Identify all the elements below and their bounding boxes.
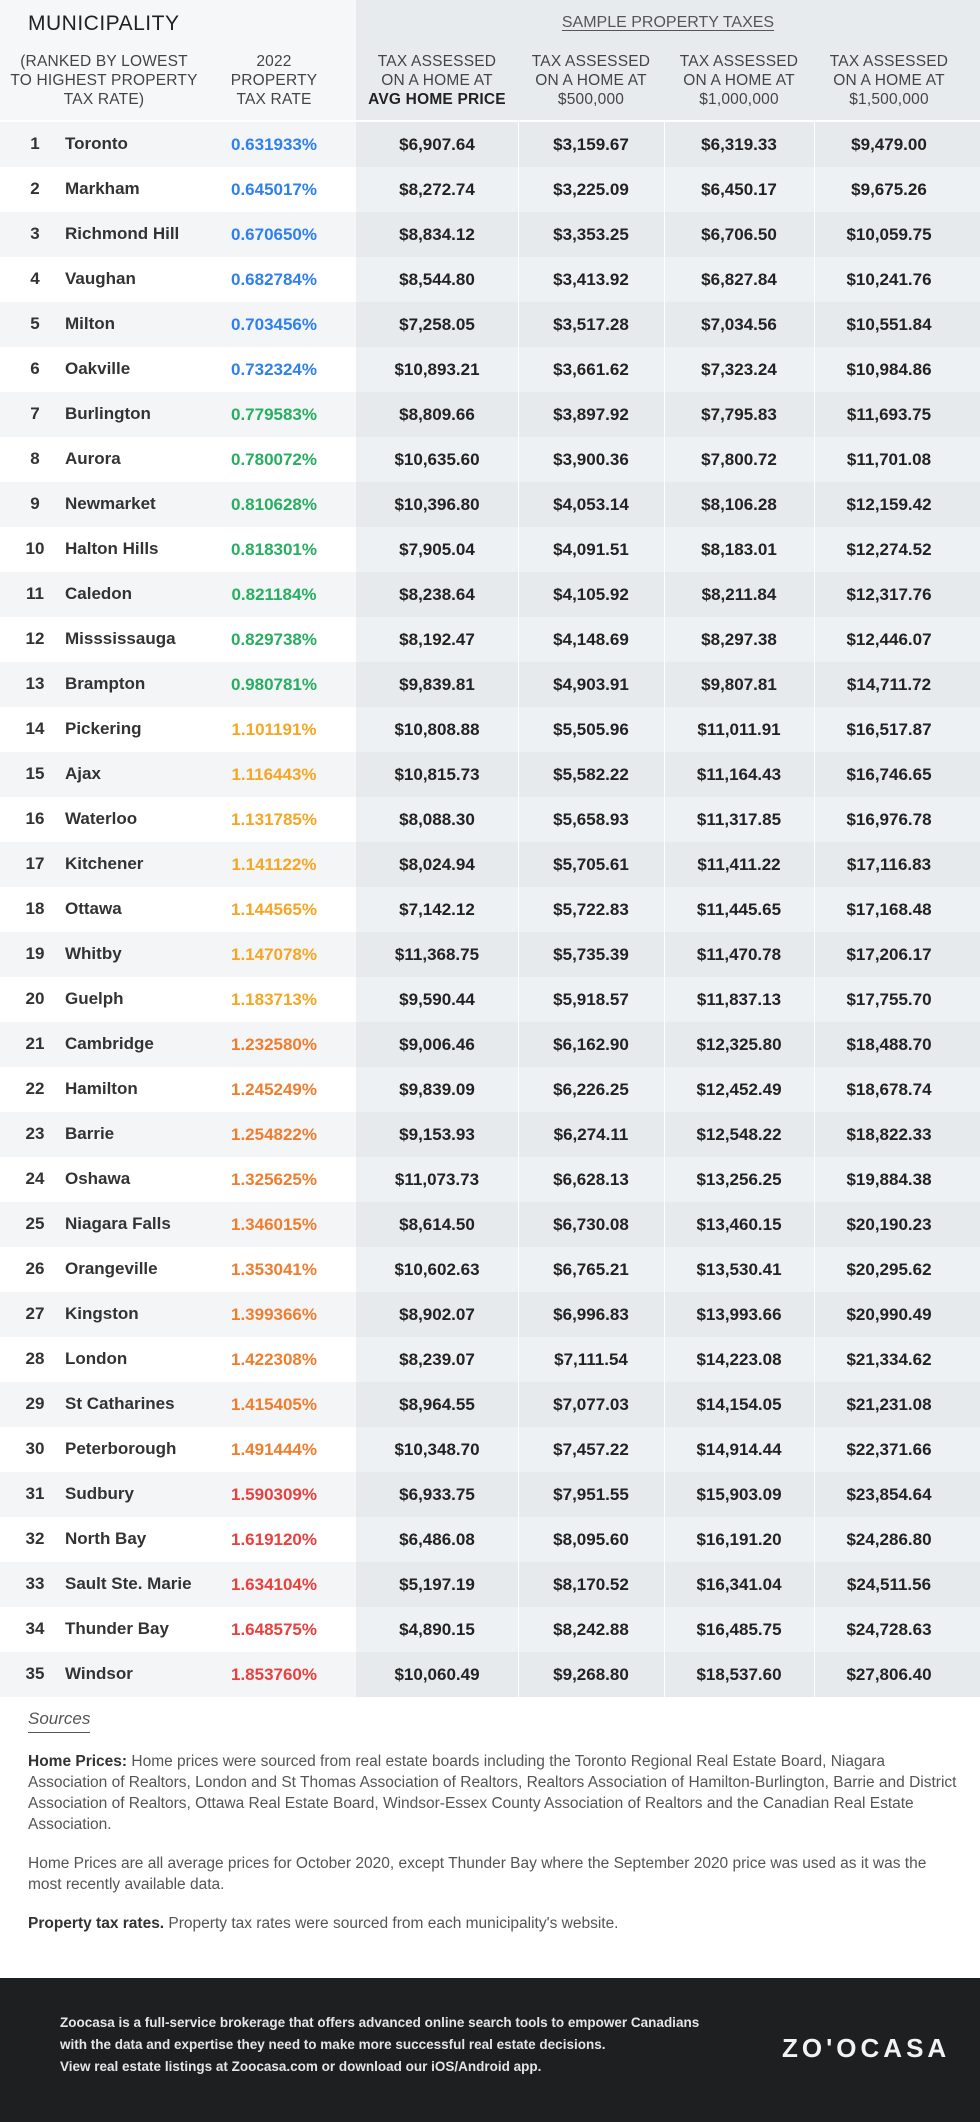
tax-1-5m-cell: $9,675.26	[851, 180, 927, 199]
rank-number: 27	[25, 1304, 45, 1323]
tax-avg-price-cell: $6,933.75	[399, 1485, 475, 1504]
table-row	[0, 1472, 980, 1517]
tax-avg-price-cell: $6,486.08	[399, 1530, 475, 1549]
tax-500k-cell: $7,077.03	[553, 1395, 629, 1414]
tax-500k-cell: $5,735.39	[553, 945, 629, 964]
tax-1-5m-cell: $24,511.56	[846, 1575, 932, 1594]
table-row	[0, 797, 980, 842]
tax-1m-cell: $15,903.09	[696, 1485, 782, 1504]
table-row	[0, 167, 980, 212]
tax-avg-price-cell: $8,809.66	[399, 405, 475, 424]
tax-500k-cell: $3,517.28	[553, 315, 629, 334]
tax-1-5m-cell: $21,334.62	[846, 1350, 932, 1369]
tax-1m-cell: $11,445.65	[696, 900, 782, 919]
tax-500k-cell: $5,505.96	[553, 720, 629, 739]
rank-number: 35	[25, 1664, 45, 1683]
tax-rate-cell: 0.703456%	[230, 315, 318, 334]
tax-1m-cell: $11,411.22	[697, 855, 781, 874]
footer-description: Zoocasa is a full-service brokerage that offers advanced online search tools to empower Canadians with the data and expertise they need to make more successful real estate decisions. View real estate listings at Zoocasa.com or download our iOS/Android app.	[60, 2015, 700, 2074]
tax-avg-price-cell: $8,544.80	[399, 270, 475, 289]
tax-rate-cell: 1.144565%	[230, 900, 318, 919]
municipality-name: Sudbury	[65, 1484, 134, 1503]
municipality-name: Peterborough	[65, 1439, 177, 1458]
rank-number: 10	[25, 539, 45, 558]
municipality-name: Oshawa	[65, 1169, 131, 1188]
tax-1m-cell: $16,341.04	[696, 1575, 782, 1594]
tax-avg-price-cell: $7,142.12	[399, 900, 475, 919]
tax-1-5m-cell: $12,317.76	[846, 585, 932, 604]
tax-1-5m-cell: $16,517.87	[846, 720, 932, 739]
tax-1m-cell: $14,914.44	[696, 1440, 782, 1459]
tax-500k-cell: $4,091.51	[553, 540, 629, 559]
tax-1m-cell: $8,183.01	[701, 540, 777, 559]
municipality-name: Markham	[65, 179, 140, 198]
tax-1m-cell: $11,317.85	[696, 810, 782, 829]
rank-number: 5	[30, 314, 40, 333]
tax-avg-price-cell: $8,614.50	[399, 1215, 475, 1234]
municipality-name: London	[65, 1349, 128, 1368]
rank-number: 19	[25, 944, 45, 963]
rank-number: 32	[25, 1529, 45, 1548]
tax-avg-price-cell: $6,907.64	[399, 135, 475, 154]
header-rank-note: (RANKED BY LOWEST TO HIGHEST PROPERTY TAX RATE)	[10, 53, 198, 108]
tax-1m-cell: $7,800.72	[701, 450, 777, 469]
municipality-name: Brampton	[65, 674, 146, 693]
tax-1m-cell: $12,325.80	[696, 1035, 782, 1054]
tax-500k-cell: $7,951.55	[553, 1485, 629, 1504]
tax-1-5m-cell: $10,241.76	[846, 270, 932, 289]
table-row	[0, 1427, 980, 1472]
tax-avg-price-cell: $9,153.93	[399, 1125, 475, 1144]
tax-avg-price-cell: $8,239.07	[399, 1350, 475, 1369]
municipality-name: Toronto	[65, 134, 128, 153]
tax-500k-cell: $8,095.60	[553, 1530, 629, 1549]
municipality-name: Ajax	[65, 764, 101, 783]
table-row	[0, 932, 980, 977]
tax-500k-cell: $3,661.62	[553, 360, 629, 379]
tax-1-5m-cell: $10,059.75	[846, 225, 932, 244]
tax-rate-cell: 0.829738%	[230, 630, 318, 649]
tax-500k-cell: $8,242.88	[553, 1620, 629, 1639]
footer	[0, 1978, 980, 2122]
tax-500k-cell: $5,582.22	[553, 765, 629, 784]
rank-number: 30	[25, 1439, 45, 1458]
tax-500k-cell: $6,730.08	[553, 1215, 629, 1234]
tax-500k-cell: $3,353.25	[553, 225, 629, 244]
tax-1m-cell: $6,706.50	[701, 225, 777, 244]
municipality-name: Waterloo	[65, 809, 138, 828]
header-1m: TAX ASSESSED ON A HOME AT $1,000,000	[679, 53, 799, 108]
municipality-name: Hamilton	[65, 1079, 138, 1098]
tax-500k-cell: $5,918.57	[553, 990, 629, 1009]
tax-1m-cell: $12,548.22	[696, 1125, 782, 1144]
tax-1-5m-cell: $20,990.49	[846, 1305, 932, 1324]
tax-1m-cell: $8,106.28	[701, 495, 777, 514]
tax-1-5m-cell: $18,822.33	[846, 1125, 932, 1144]
tax-1m-cell: $8,297.38	[701, 630, 777, 649]
tax-rate-cell: 1.619120%	[230, 1530, 318, 1549]
table-row	[0, 257, 980, 302]
tax-1-5m-cell: $18,488.70	[846, 1035, 932, 1054]
municipality-name: Windsor	[65, 1664, 133, 1683]
tax-avg-price-cell: $10,635.60	[394, 450, 480, 469]
tax-500k-cell: $5,658.93	[553, 810, 629, 829]
rank-number: 21	[25, 1034, 45, 1053]
tax-rate-cell: 1.648575%	[230, 1620, 318, 1639]
table-row	[0, 1292, 980, 1337]
municipality-name: Burlington	[65, 404, 151, 423]
tax-1m-cell: $11,011.91	[697, 720, 781, 739]
tax-1-5m-cell: $27,806.40	[846, 1665, 932, 1684]
sources-tax-rates: Property tax rates. Property tax rates were sourced from each municipality's website.	[28, 1915, 619, 1932]
municipality-name: Whitby	[65, 944, 122, 963]
municipality-name: Orangeville	[65, 1259, 158, 1278]
municipality-name: Halton Hills	[65, 539, 159, 558]
table-row	[0, 842, 980, 887]
table-row	[0, 122, 980, 167]
tax-rate-cell: 0.631933%	[230, 135, 318, 154]
tax-1-5m-cell: $17,116.83	[846, 855, 932, 874]
tax-1m-cell: $6,450.17	[701, 180, 777, 199]
rank-number: 24	[25, 1169, 45, 1188]
table-row	[0, 1382, 980, 1427]
municipality-name: Barrie	[65, 1124, 115, 1143]
tax-500k-cell: $3,900.36	[553, 450, 629, 469]
sources-avg-note: Home Prices are all average prices for October 2020, except Thunder Bay where the September 2020 price was used as it was the most recently available data.	[28, 1855, 927, 1893]
tax-avg-price-cell: $8,272.74	[399, 180, 475, 199]
tax-rate-cell: 1.101191%	[231, 720, 317, 739]
rank-number: 6	[30, 359, 40, 378]
table-row	[0, 1157, 980, 1202]
rank-number: 22	[25, 1079, 45, 1098]
tax-rate-cell: 1.232580%	[230, 1035, 318, 1054]
tax-avg-price-cell: $8,238.64	[399, 585, 475, 604]
tax-1-5m-cell: $10,551.84	[846, 315, 932, 334]
tax-500k-cell: $6,226.25	[553, 1080, 629, 1099]
rank-number: 3	[30, 224, 40, 243]
rank-number: 16	[25, 809, 45, 828]
rank-number: 11	[26, 584, 44, 603]
tax-avg-price-cell: $9,006.46	[399, 1035, 475, 1054]
tax-avg-price-cell: $8,088.30	[399, 810, 475, 829]
zoocasa-logo: ZO'OCASA	[782, 2033, 951, 2063]
municipality-name: Caledon	[65, 584, 133, 603]
tax-1-5m-cell: $18,678.74	[846, 1080, 932, 1099]
tax-avg-price-cell: $5,197.19	[399, 1575, 475, 1594]
tax-avg-price-cell: $8,964.55	[399, 1395, 475, 1414]
tax-rate-cell: 1.415405%	[230, 1395, 318, 1414]
municipality-name: Thunder Bay	[65, 1619, 169, 1638]
tax-1-5m-cell: $11,701.08	[846, 450, 932, 469]
municipality-name: Milton	[65, 314, 116, 333]
table-row	[0, 752, 980, 797]
municipality-name: Aurora	[65, 449, 121, 468]
rank-number: 2	[30, 179, 40, 198]
municipality-name: Guelph	[65, 989, 124, 1008]
rank-number: 28	[25, 1349, 45, 1368]
tax-1-5m-cell: $24,286.80	[846, 1530, 932, 1549]
table-row	[0, 1112, 980, 1157]
rank-number: 14	[25, 719, 45, 738]
tax-1-5m-cell: $24,728.63	[846, 1620, 932, 1639]
tax-rate-cell: 1.399366%	[230, 1305, 318, 1324]
tax-avg-price-cell: $8,192.47	[399, 630, 475, 649]
rank-number: 13	[25, 674, 45, 693]
tax-1-5m-cell: $12,274.52	[846, 540, 932, 559]
tax-1-5m-cell: $11,693.75	[846, 405, 932, 424]
tax-avg-price-cell: $8,902.07	[399, 1305, 475, 1324]
tax-1-5m-cell: $12,446.07	[846, 630, 932, 649]
municipality-name: Oakville	[65, 359, 131, 378]
tax-1-5m-cell: $16,746.65	[846, 765, 932, 784]
tax-rate-cell: 1.116443%	[231, 765, 317, 784]
tax-1m-cell: $7,795.83	[701, 405, 777, 424]
tax-1m-cell: $16,485.75	[696, 1620, 782, 1639]
municipality-name: St Catharines	[65, 1394, 175, 1413]
tax-1m-cell: $6,319.33	[701, 135, 777, 154]
table-row	[0, 887, 980, 932]
rank-number: 1	[30, 134, 40, 153]
tax-1m-cell: $13,993.66	[696, 1305, 782, 1324]
sources-home-prices: Home Prices: Home prices were sourced from real estate boards including the Toronto Regional Real Estate Board, Niagara Association of Realtors, London and St Thomas Association of Realtors, Realtors Association of Hamilton-Burlington, Barrie and District Association of Realtors, Ottawa Real Estate Board, Windsor-Essex County Association of Realtors and the Canadian Real Estate Association.	[28, 1753, 957, 1833]
rank-number: 34	[25, 1619, 45, 1638]
tax-1m-cell: $13,460.15	[696, 1215, 782, 1234]
rank-number: 25	[25, 1214, 45, 1233]
header-tax-rate: 2022 PROPERTY TAX RATE	[230, 53, 318, 108]
tax-1m-cell: $14,154.05	[696, 1395, 782, 1414]
tax-avg-price-cell: $8,024.94	[399, 855, 475, 874]
table-row	[0, 482, 980, 527]
tax-1m-cell: $6,827.84	[701, 270, 777, 289]
tax-1m-cell: $11,837.13	[696, 990, 782, 1009]
tax-1-5m-cell: $17,206.17	[846, 945, 932, 964]
municipality-name: Kingston	[65, 1304, 139, 1323]
tax-rate-cell: 0.682784%	[230, 270, 318, 289]
property-tax-table	[0, 122, 980, 1697]
tax-rate-cell: 1.422308%	[230, 1350, 318, 1369]
municipality-name: Niagara Falls	[65, 1214, 171, 1233]
tax-avg-price-cell: $9,839.09	[399, 1080, 475, 1099]
table-row	[0, 302, 980, 347]
table-row	[0, 1607, 980, 1652]
tax-rate-cell: 1.131785%	[230, 810, 318, 829]
tax-500k-cell: $4,903.91	[553, 675, 629, 694]
tax-rate-cell: 0.821184%	[231, 585, 317, 604]
tax-1m-cell: $11,470.78	[696, 945, 782, 964]
tax-1m-cell: $12,452.49	[696, 1080, 782, 1099]
table-row	[0, 212, 980, 257]
tax-avg-price-cell: $7,258.05	[399, 315, 475, 334]
rank-number: 9	[30, 494, 40, 513]
table-row	[0, 1337, 980, 1382]
tax-500k-cell: $4,148.69	[553, 630, 629, 649]
tax-1-5m-cell: $22,371.66	[846, 1440, 932, 1459]
tax-500k-cell: $5,722.83	[553, 900, 629, 919]
table-row	[0, 1247, 980, 1292]
tax-500k-cell: $3,897.92	[553, 405, 629, 424]
tax-1m-cell: $13,530.41	[696, 1260, 782, 1279]
tax-rate-cell: 0.980781%	[230, 675, 318, 694]
tax-avg-price-cell: $10,815.73	[394, 765, 480, 784]
tax-500k-cell: $6,274.11	[553, 1125, 629, 1144]
tax-rate-cell: 1.245249%	[230, 1080, 318, 1099]
tax-avg-price-cell: $8,834.12	[399, 225, 475, 244]
municipality-name: Ottawa	[65, 899, 122, 918]
tax-1-5m-cell: $23,854.64	[846, 1485, 932, 1504]
tax-rate-cell: 1.634104%	[230, 1575, 318, 1594]
tax-avg-price-cell: $9,590.44	[399, 990, 475, 1009]
table-row	[0, 437, 980, 482]
tax-avg-price-cell: $10,060.49	[394, 1665, 480, 1684]
tax-1-5m-cell: $14,711.72	[846, 675, 932, 694]
rank-number: 29	[25, 1394, 45, 1413]
rank-number: 31	[25, 1484, 45, 1503]
tax-avg-price-cell: $11,073.73	[394, 1170, 480, 1189]
tax-500k-cell: $3,225.09	[553, 180, 629, 199]
tax-avg-price-cell: $11,368.75	[394, 945, 480, 964]
table-row	[0, 527, 980, 572]
rank-number: 20	[25, 989, 45, 1008]
tax-1-5m-cell: $17,755.70	[846, 990, 932, 1009]
municipality-name: Newmarket	[65, 494, 156, 513]
rank-number: 26	[25, 1259, 45, 1278]
tax-rate-cell: 1.147078%	[230, 945, 318, 964]
tax-500k-cell: $8,170.52	[553, 1575, 629, 1594]
tax-1-5m-cell: $16,976.78	[846, 810, 932, 829]
tax-avg-price-cell: $10,348.70	[394, 1440, 480, 1459]
municipality-name: Kitchener	[65, 854, 144, 873]
municipality-name: Pickering	[65, 719, 142, 738]
tax-rate-cell: 1.254822%	[230, 1125, 318, 1144]
tax-1-5m-cell: $12,159.42	[846, 495, 932, 514]
tax-500k-cell: $6,162.90	[553, 1035, 629, 1054]
table-row	[0, 347, 980, 392]
tax-1m-cell: $9,807.81	[701, 675, 777, 694]
tax-500k-cell: $4,105.92	[553, 585, 629, 604]
rank-number: 4	[30, 269, 40, 288]
tax-1-5m-cell: $19,884.38	[846, 1170, 932, 1189]
tax-1-5m-cell: $20,190.23	[846, 1215, 932, 1234]
tax-rate-cell: 1.353041%	[230, 1260, 318, 1279]
table-header	[0, 0, 980, 120]
tax-rate-cell: 1.141122%	[231, 855, 317, 874]
table-row	[0, 1202, 980, 1247]
tax-500k-cell: $5,705.61	[553, 855, 629, 874]
rank-number: 15	[25, 764, 45, 783]
rank-number: 33	[25, 1574, 45, 1593]
municipality-name: Sault Ste. Marie	[65, 1574, 192, 1593]
sample-taxes-title: SAMPLE PROPERTY TAXES	[561, 14, 775, 31]
municipality-name: North Bay	[65, 1529, 147, 1548]
rank-number: 12	[25, 629, 45, 648]
table-row	[0, 1562, 980, 1607]
table-row	[0, 707, 980, 752]
tax-rate-cell: 1.183713%	[230, 990, 318, 1009]
tax-avg-price-cell: $10,396.80	[394, 495, 480, 514]
sources-section	[28, 1708, 960, 1952]
tax-1m-cell: $18,537.60	[696, 1665, 782, 1684]
tax-rate-cell: 1.590309%	[230, 1485, 318, 1504]
table-row	[0, 617, 980, 662]
header-1-5m: TAX ASSESSED ON A HOME AT $1,500,000	[829, 53, 949, 108]
sources-heading: Sources	[28, 1708, 90, 1733]
tax-1-5m-cell: $20,295.62	[846, 1260, 932, 1279]
tax-rate-cell: 0.732324%	[230, 360, 318, 379]
tax-1m-cell: $8,211.84	[701, 585, 777, 604]
rank-number: 8	[30, 449, 40, 468]
header-500k: TAX ASSESSED ON A HOME AT $500,000	[531, 53, 651, 108]
tax-avg-price-cell: $10,893.21	[394, 360, 480, 379]
tax-avg-price-cell: $9,839.81	[399, 675, 475, 694]
table-row	[0, 1067, 980, 1112]
tax-avg-price-cell: $7,905.04	[399, 540, 475, 559]
table-row	[0, 572, 980, 617]
table-row	[0, 662, 980, 707]
tax-rate-cell: 1.491444%	[230, 1440, 318, 1459]
tax-500k-cell: $9,268.80	[553, 1665, 629, 1684]
tax-rate-cell: 0.645017%	[230, 180, 318, 199]
municipality-name: Cambridge	[65, 1034, 154, 1053]
tax-rate-cell: 1.325625%	[230, 1170, 318, 1189]
tax-500k-cell: $3,159.67	[553, 135, 629, 154]
tax-1-5m-cell: $17,168.48	[846, 900, 932, 919]
header-avg-price: TAX ASSESSED ON A HOME AT AVG HOME PRICE	[368, 53, 506, 108]
tax-rate-cell: 0.780072%	[230, 450, 318, 469]
municipality-name: Vaughan	[65, 269, 136, 288]
tax-500k-cell: $6,628.13	[553, 1170, 629, 1189]
tax-1m-cell: $7,034.56	[701, 315, 777, 334]
tax-rate-cell: 0.670650%	[230, 225, 318, 244]
tax-1m-cell: $14,223.08	[696, 1350, 782, 1369]
tax-500k-cell: $4,053.14	[553, 495, 629, 514]
tax-500k-cell: $6,996.83	[553, 1305, 629, 1324]
table-row	[0, 1022, 980, 1067]
tax-1-5m-cell: $21,231.08	[846, 1395, 932, 1414]
tax-1m-cell: $11,164.43	[696, 765, 782, 784]
tax-1-5m-cell: $10,984.86	[846, 360, 932, 379]
municipality-name: Richmond Hill	[65, 224, 180, 243]
tax-1m-cell: $13,256.25	[696, 1170, 782, 1189]
tax-500k-cell: $6,765.21	[553, 1260, 629, 1279]
municipality-title: MUNICIPALITY	[28, 12, 180, 35]
tax-500k-cell: $7,111.54	[554, 1350, 628, 1369]
tax-1m-cell: $7,323.24	[701, 360, 777, 379]
rank-number: 17	[25, 854, 45, 873]
tax-500k-cell: $3,413.92	[553, 270, 629, 289]
municipality-name: Misssissauga	[65, 629, 176, 648]
table-row	[0, 392, 980, 437]
table-row	[0, 1652, 980, 1697]
tax-1m-cell: $16,191.20	[696, 1530, 782, 1549]
tax-rate-cell: 0.779583%	[230, 405, 318, 424]
tax-avg-price-cell: $10,602.63	[394, 1260, 480, 1279]
tax-avg-price-cell: $4,890.15	[399, 1620, 475, 1639]
tax-rate-cell: 0.810628%	[230, 495, 318, 514]
rank-number: 23	[25, 1124, 45, 1143]
rank-number: 7	[30, 404, 40, 423]
tax-rate-cell: 1.853760%	[230, 1665, 318, 1684]
rank-number: 18	[25, 899, 45, 918]
table-row	[0, 977, 980, 1022]
table-row	[0, 1517, 980, 1562]
tax-1-5m-cell: $9,479.00	[851, 135, 927, 154]
tax-rate-cell: 0.818301%	[230, 540, 318, 559]
tax-rate-cell: 1.346015%	[230, 1215, 318, 1234]
tax-avg-price-cell: $10,808.88	[394, 720, 480, 739]
tax-500k-cell: $7,457.22	[553, 1440, 629, 1459]
